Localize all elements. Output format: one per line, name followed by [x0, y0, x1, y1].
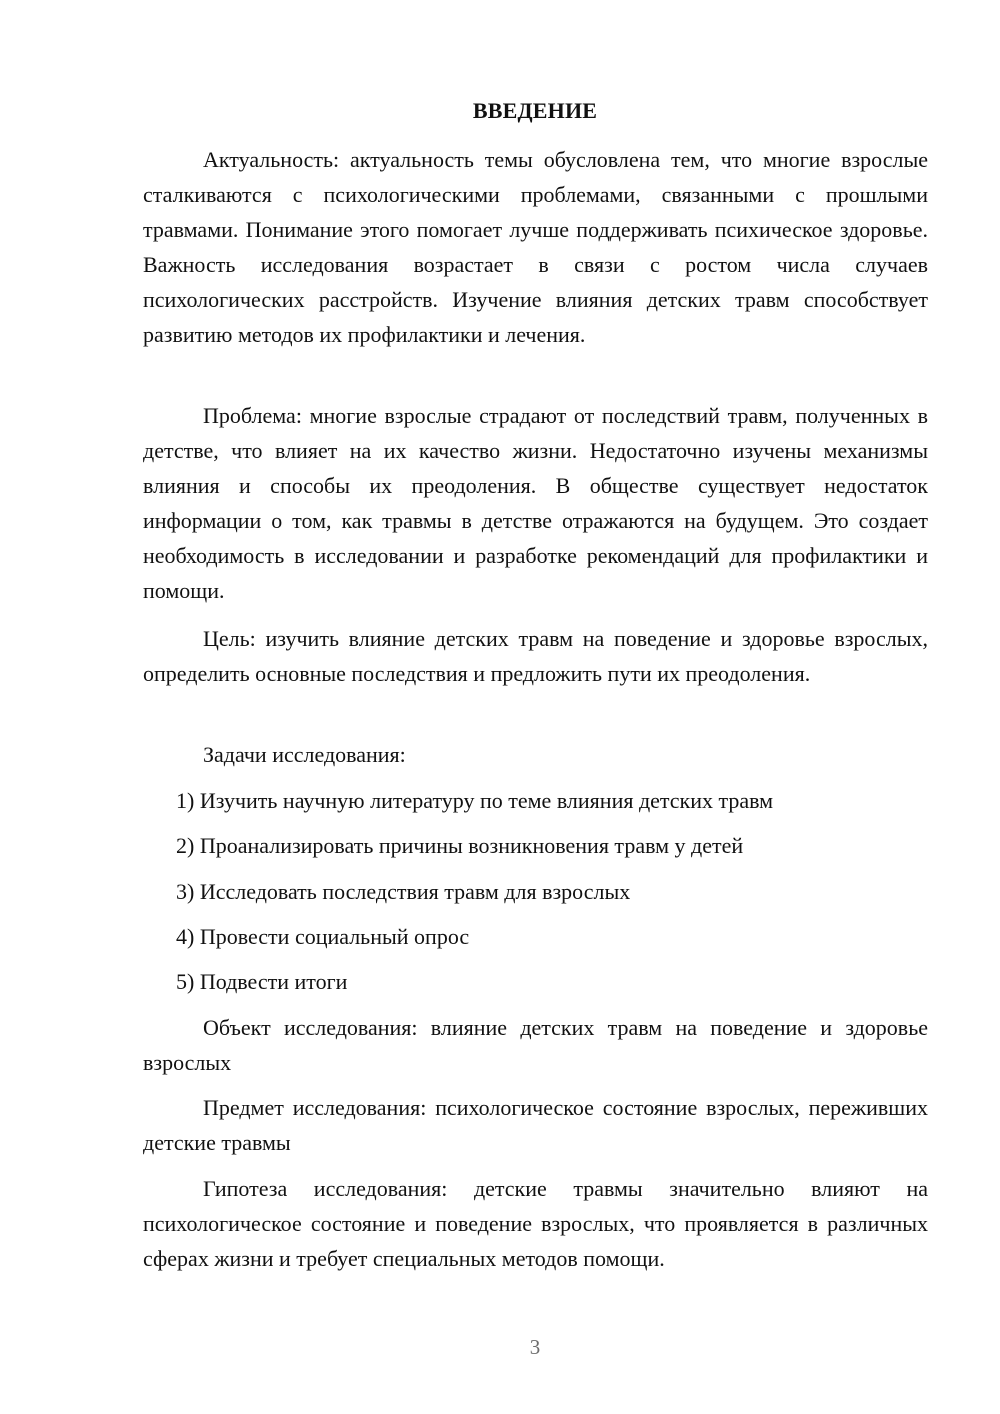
task-text: 4) Провести социальный опрос	[176, 924, 470, 949]
relevance-section	[143, 142, 928, 352]
task-item	[143, 828, 928, 863]
task-text: 3) Исследовать последствия травм для взрослых	[176, 879, 631, 904]
tasks-heading-section	[143, 737, 928, 772]
object-paragraph: Объект исследования: влияние детских травм на поведение и здоровье взрослых	[143, 1015, 928, 1075]
task-item	[143, 874, 928, 909]
goal-section	[143, 621, 928, 691]
goal-paragraph: Цель: изучить влияние детских травм на поведение и здоровье взрослых, определить основные последствия и предложить пути их преодоления.	[143, 626, 928, 686]
problem-section	[143, 398, 928, 608]
hypothesis-section	[143, 1171, 928, 1276]
task-text: 5) Подвести итоги	[176, 969, 348, 994]
task-item	[143, 964, 928, 999]
task-item	[143, 783, 928, 818]
task-text: 2) Проанализировать причины возникновения травм у детей	[176, 833, 744, 858]
relevance-paragraph: Актуальность: актуальность темы обусловлена тем, что многие взрослые сталкиваются с психологическими проблемами, связанными с прошлыми травмами. Понимание этого помогает лучше поддерживать психическое здоровье. Важность исследования возрастает в связи с ростом числа случаев психологических расстройств. Изучение влияния детских травм способствует развитию методов их профилактики и лечения.	[143, 147, 928, 347]
subject-section	[143, 1090, 928, 1160]
task-item	[143, 919, 928, 954]
hypothesis-paragraph: Гипотеза исследования: детские травмы значительно влияют на психологическое состояние и поведение взрослых, что проявляется в различных сферах жизни и требует специальных методов помощи.	[143, 1176, 928, 1271]
tasks-heading: Задачи исследования:	[203, 742, 406, 767]
task-text: 1) Изучить научную литературу по теме влияния детских травм	[176, 788, 774, 813]
page-number: 3	[529, 1335, 541, 1359]
object-section	[143, 1010, 928, 1080]
page-title: ВВЕДЕНИЕ	[472, 98, 598, 123]
problem-paragraph: Проблема: многие взрослые страдают от последствий травм, полученных в детстве, что влияет на их качество жизни. Недостаточно изучены механизмы влияния и способы их преодоления. В обществе существует недостаток информации о том, как травмы в детстве отражаются на будущем. Это создает необходимость в исследовании и разработке рекомендаций для профилактики и помощи.	[143, 403, 928, 603]
subject-paragraph: Предмет исследования: психологическое состояние взрослых, переживших детские травмы	[143, 1095, 928, 1155]
